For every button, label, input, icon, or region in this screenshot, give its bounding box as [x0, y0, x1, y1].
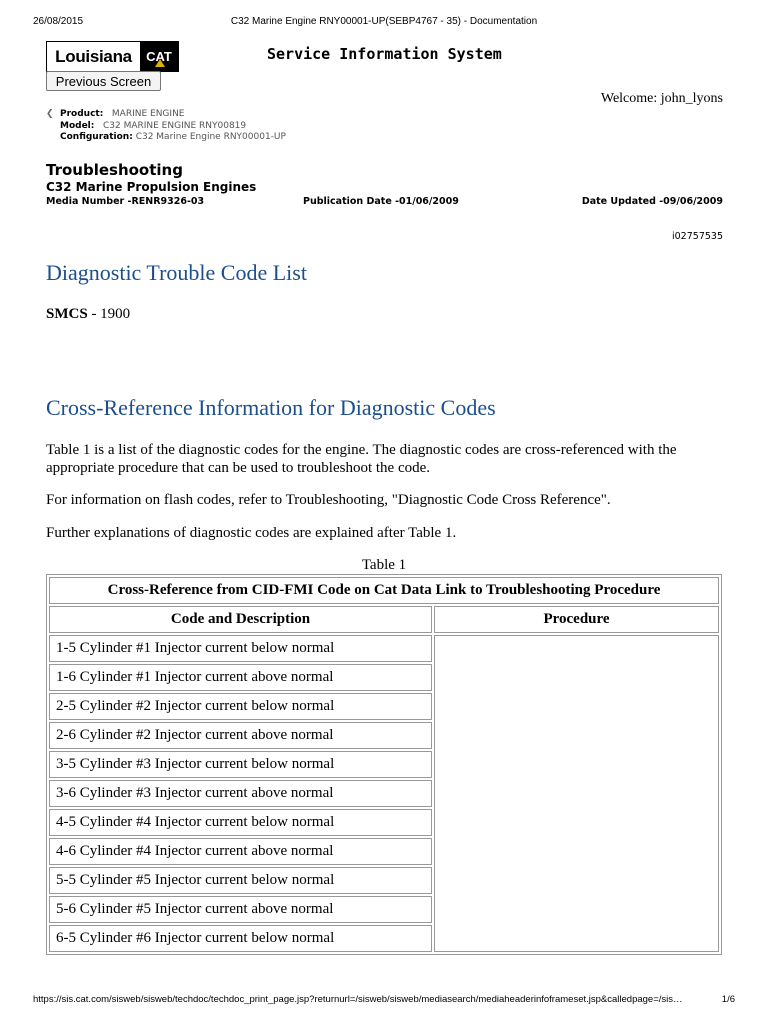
product-meta: [46, 109, 286, 144]
print-title: C32 Marine Engine RNY00001-UP(SEBP4767 - 35) - Documentation: [230, 16, 538, 27]
table-title: Cross-Reference from CID-FMI Code on Cat Data Link to Troubleshooting Procedure: [49, 577, 719, 604]
dealer-logo: [46, 41, 179, 72]
procedure-cell: [434, 635, 719, 952]
date-updated: Date Updated -09/06/2009: [581, 196, 723, 207]
product-value: MARINE ENGINE: [111, 109, 185, 119]
page-title: Diagnostic Trouble Code List: [46, 260, 307, 285]
print-date: 26/08/2015: [33, 16, 84, 27]
section-subtitle: C32 Marine Propulsion Engines: [46, 180, 257, 194]
code-cell: 2-6 Cylinder #2 Injector current above normal: [49, 722, 432, 749]
cat-logo: CAT: [140, 42, 178, 71]
column-header-code: Code and Description: [49, 606, 432, 633]
previous-screen-button[interactable]: Previous Screen: [46, 71, 161, 91]
section-title: Troubleshooting: [46, 161, 183, 179]
publication-date: Publication Date -01/06/2009: [303, 196, 459, 207]
site-title: Service Information System: [267, 45, 502, 63]
model-row: [46, 121, 286, 133]
welcome-message: Welcome: john_lyons: [600, 91, 723, 106]
code-cell: 5-6 Cylinder #5 Injector current above normal: [49, 896, 432, 923]
code-cell: 5-5 Cylinder #5 Injector current below normal: [49, 867, 432, 894]
table-caption: Table 1: [361, 557, 407, 573]
media-number: Media Number -RENR9326-03: [46, 196, 205, 207]
smcs-value: - 1900: [87, 306, 131, 322]
product-row: [46, 109, 286, 121]
diagnostic-code-table: [46, 574, 722, 955]
configuration-value: C32 Marine Engine RNY00001-UP: [135, 132, 286, 142]
dealer-logo-text: Louisiana: [47, 42, 140, 71]
section-heading: Cross-Reference Information for Diagnostic Codes: [46, 395, 496, 420]
code-cell: 4-6 Cylinder #4 Injector current above normal: [49, 838, 432, 865]
configuration-row: [46, 132, 286, 144]
document-id: i02757535: [672, 231, 723, 242]
model-value: C32 MARINE ENGINE RNY00819: [102, 120, 247, 131]
table-row: [49, 635, 719, 662]
code-cell: 4-5 Cylinder #4 Injector current below normal: [49, 809, 432, 836]
product-label: Product:: [60, 109, 104, 119]
code-cell: 6-5 Cylinder #6 Injector current below normal: [49, 925, 432, 952]
column-header-procedure: Procedure: [434, 606, 719, 633]
table-title-row: [49, 577, 719, 604]
code-cell: 1-6 Cylinder #1 Injector current above normal: [49, 664, 432, 691]
paragraph: Further explanations of diagnostic codes are explained after Table 1.: [46, 525, 457, 541]
paragraph: Table 1 is a list of the diagnostic codes for the engine. The diagnostic codes are cross-referenced with the appropriate procedure that can be used to troubleshoot the code.: [46, 442, 677, 476]
table-header-row: [49, 606, 719, 633]
page-number: 1/6: [721, 994, 735, 1005]
code-cell: 3-5 Cylinder #3 Injector current below normal: [49, 751, 432, 778]
model-label: Model:: [60, 120, 95, 131]
code-cell: 1-5 Cylinder #1 Injector current below normal: [49, 635, 432, 662]
smcs-label: SMCS: [46, 306, 88, 322]
configuration-label: Configuration:: [60, 132, 133, 142]
code-cell: 2-5 Cylinder #2 Injector current below normal: [49, 693, 432, 720]
smcs-line: [46, 306, 130, 323]
back-arrow-icon[interactable]: ❮: [46, 109, 54, 119]
page-url: https://sis.cat.com/sisweb/sisweb/techdoc/techdoc_print_page.jsp?returnurl=/sisweb/sisweb/mediasearch/mediaheaderinfoframeset.jsp&calledpage=/sis…: [33, 994, 683, 1005]
code-cell: 3-6 Cylinder #3 Injector current above normal: [49, 780, 432, 807]
paragraph: For information on flash codes, refer to Troubleshooting, "Diagnostic Code Cross Reference".: [46, 492, 611, 508]
